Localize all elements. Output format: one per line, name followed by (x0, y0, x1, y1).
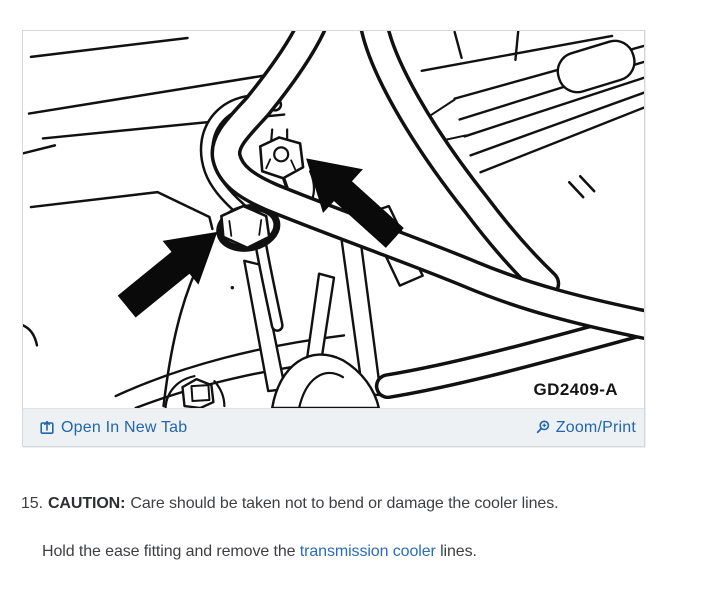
step-action-suffix: lines. (435, 543, 477, 560)
open-in-new-tab-label: Open In New Tab (61, 418, 188, 436)
zoom-print-label: Zoom/Print (555, 418, 636, 436)
step-action-prefix: Hold the ease fitting and remove the (42, 543, 300, 560)
step-15-action-line (42, 541, 682, 563)
figure-code-label: GD2409-A (533, 380, 618, 399)
cooler-lines-diagram (23, 31, 644, 408)
figure-toolbar (23, 408, 644, 446)
open-in-new-tab-link[interactable] (40, 419, 187, 437)
tick-marks (569, 176, 594, 197)
spec-dot (231, 286, 234, 289)
callout-arrow-lower (118, 232, 218, 318)
step-15-caution-line (21, 493, 681, 515)
caution-label: CAUTION: (47, 495, 126, 512)
zoom-print-link[interactable] (535, 419, 636, 437)
open-in-new-tab-icon (40, 420, 55, 435)
step-number: 15. (21, 495, 43, 512)
transmission-cooler-link[interactable]: transmission cooler (299, 543, 436, 560)
zoom-magnifier-plus-icon (535, 420, 550, 435)
diagram-area (23, 31, 644, 408)
figure-panel (22, 30, 645, 447)
caution-text: Care should be taken not to bend or damage the cooler lines. (130, 495, 559, 512)
